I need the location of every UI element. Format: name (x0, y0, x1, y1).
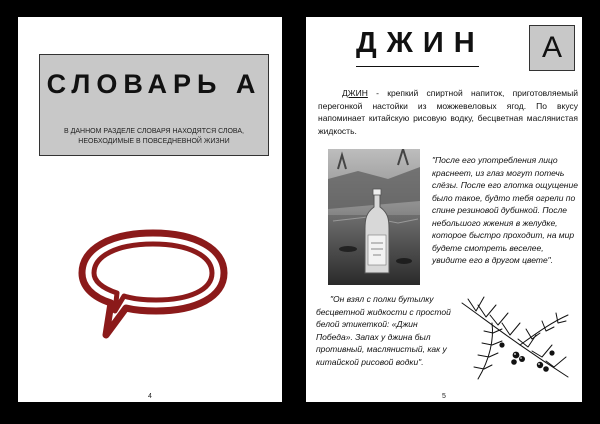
letter-box: А (529, 25, 575, 71)
definition-term: ДЖИН (342, 88, 368, 98)
quote-first: "После его употребления лицо краснеет, из глаз могут потечь слёзы. После его глотка ощущение было такое, будто тебя огрели по спине резиновой дубинкой. После небольшого жжения в желудке, которое быстро проходит, на мир будете смотреть веселее, увидите его в другом цвете". (432, 155, 578, 265)
quote-second: "Он взял с полки бутылку бесцветной жидкости с простой белой этикеткой: «Джин Победа». Запах у джина был противный, маслянистый, как у китайской рисовой водки". (316, 294, 451, 367)
definition-text: - крепкий спиртной напиток, приготовляемый перегонкой настойки из можжевеловых ягод. По вкусу напоминает китайскую рисовую водку, бесцветная маслянистая жидкость. (318, 88, 578, 136)
section-title: СЛОВАРЬ А (46, 69, 262, 99)
speech-bubble-icon (78, 227, 228, 347)
entry-title: ДЖИН (356, 27, 485, 59)
juniper-branch-icon (456, 293, 574, 385)
page-number: 4 (148, 393, 152, 400)
section-title-box (39, 54, 269, 156)
bottle-photo (328, 149, 420, 285)
entry-title-underline (356, 66, 479, 67)
right-page (306, 17, 582, 402)
definition-paragraph (318, 87, 578, 137)
section-description: В ДАННОМ РАЗДЕЛЕ СЛОВАРЯ НАХОДЯТСЯ СЛОВА, НЕОБХОДИМЫЕ В ПОВСЕДНЕВНОЙ ЖИЗНИ (64, 128, 244, 145)
left-page (18, 17, 282, 402)
page-number: 5 (442, 393, 446, 400)
